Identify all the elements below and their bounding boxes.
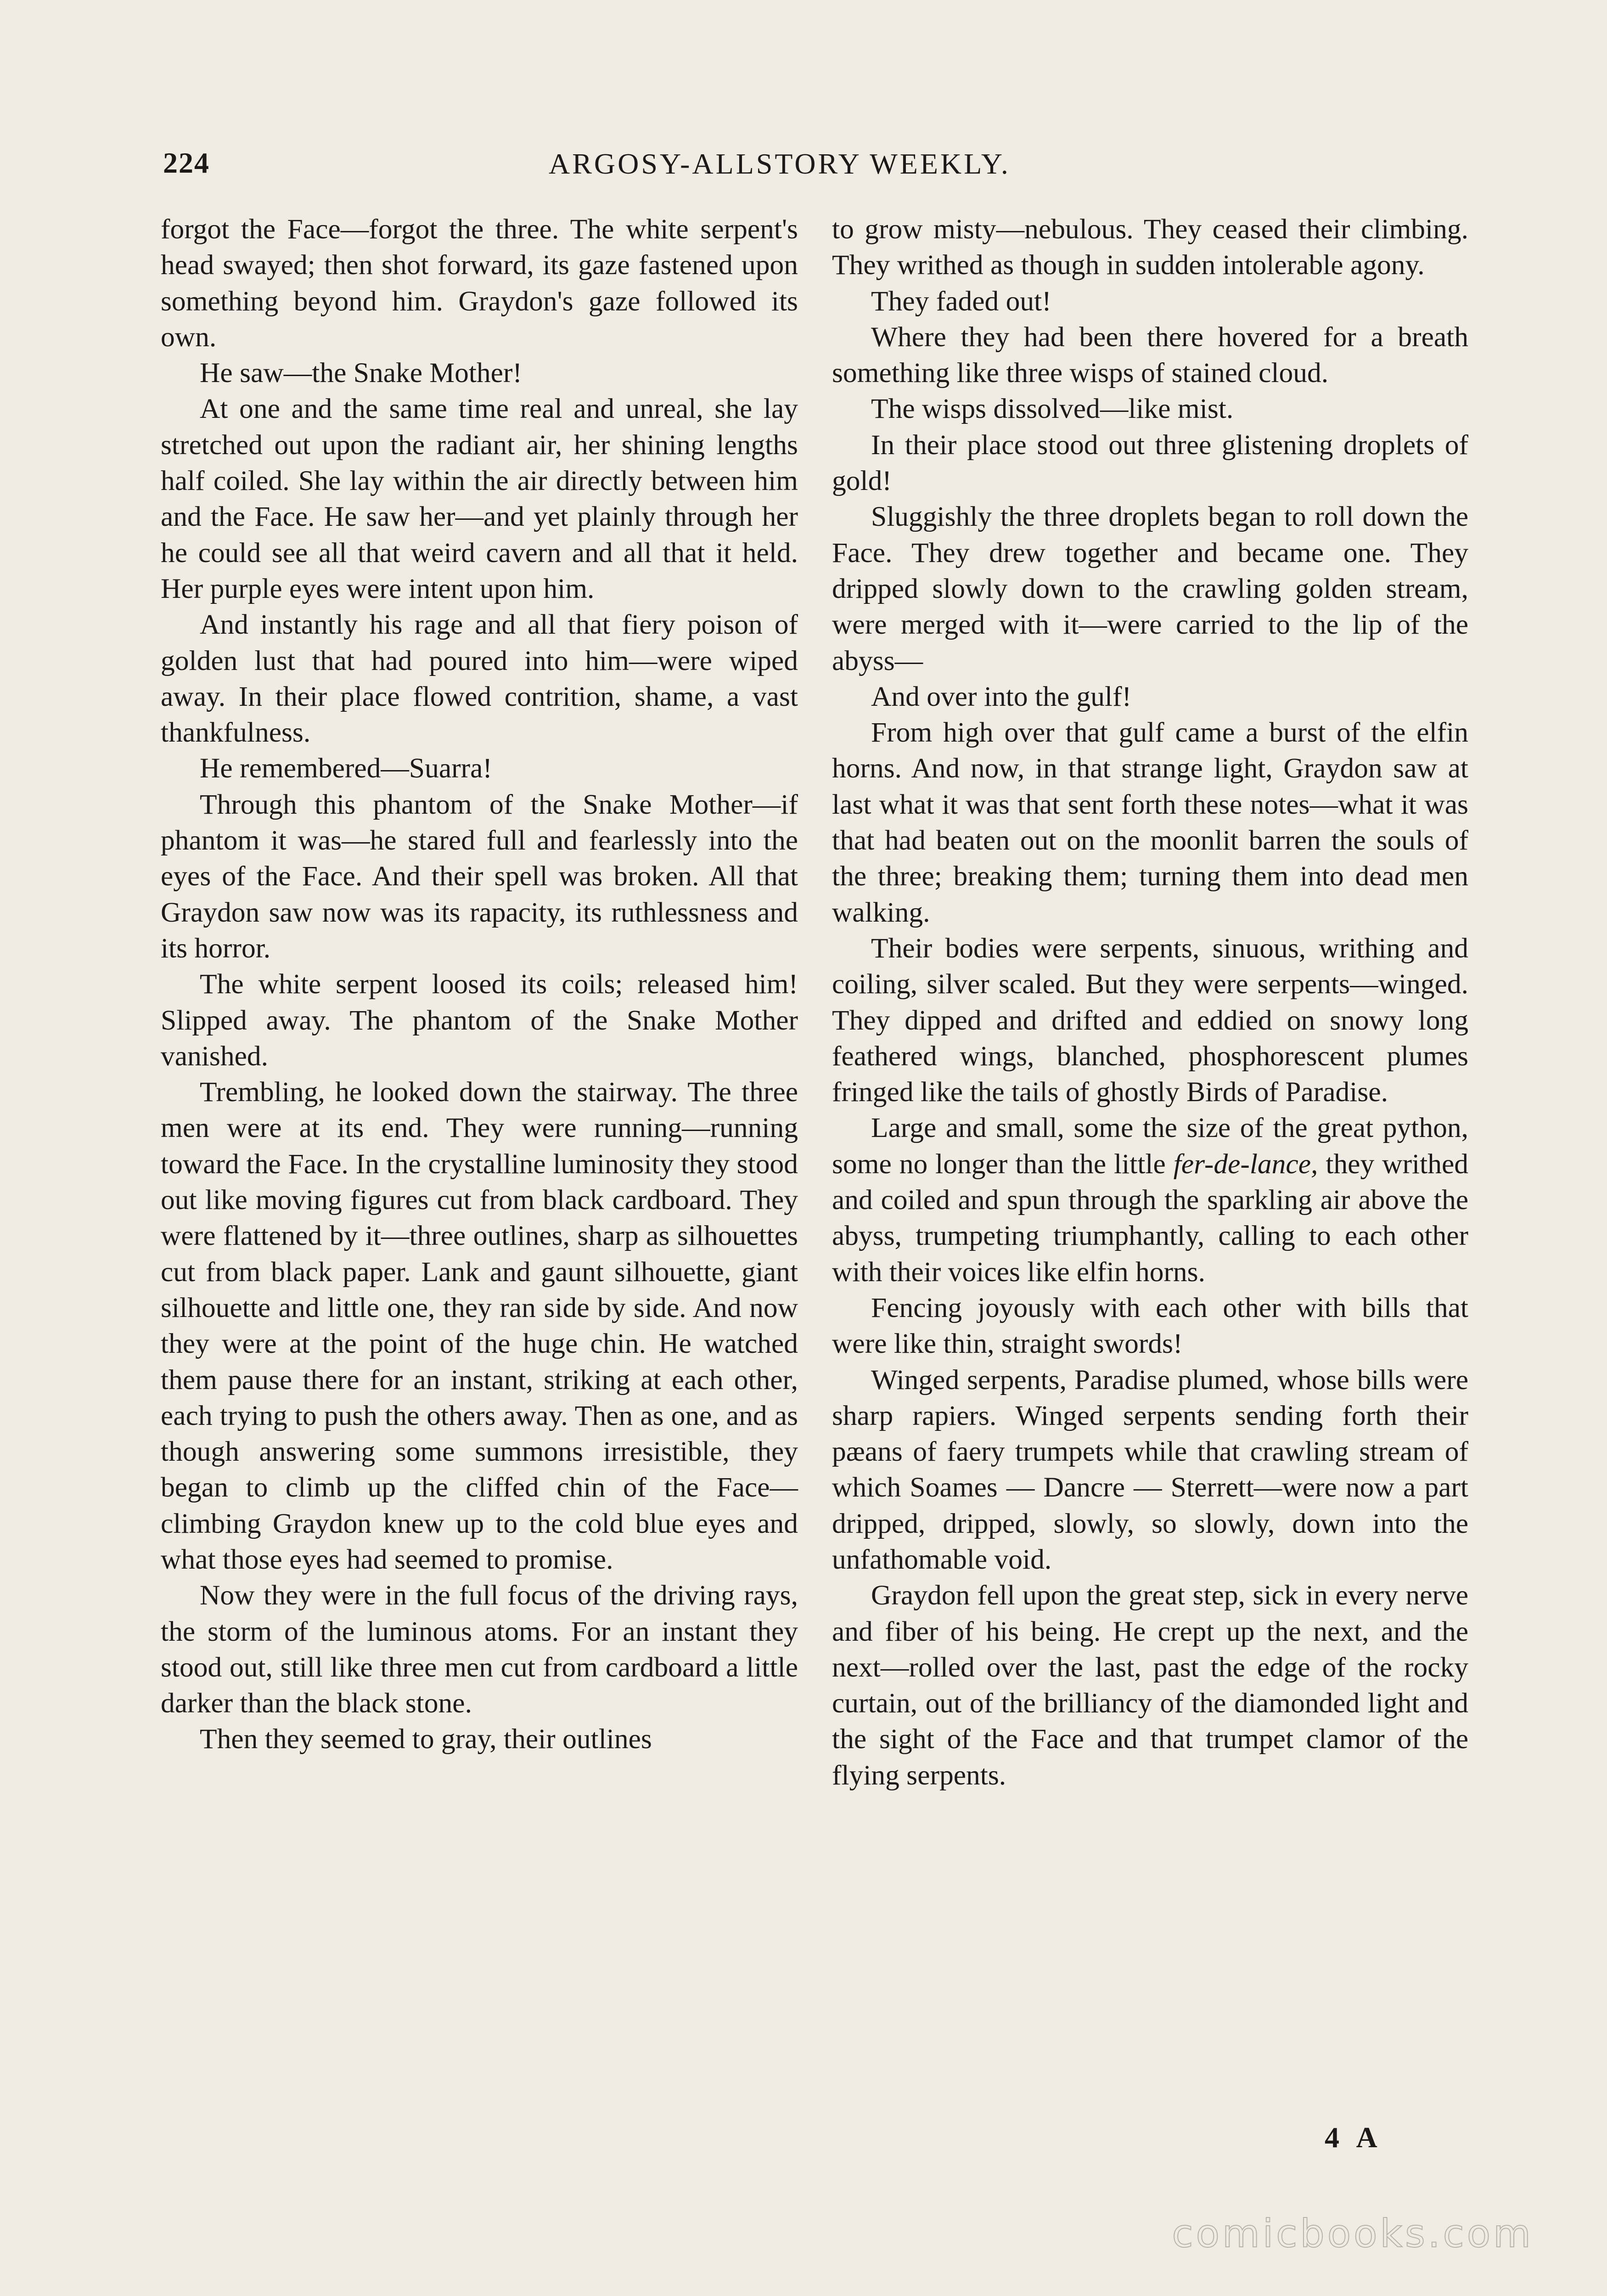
- paragraph: to grow misty—nebulous. They ceased their climbing. They writhed as though in sudden intolerable agony.: [832, 214, 1468, 281]
- sheet-marker: 4 A: [1325, 2121, 1383, 2154]
- paragraph: He remembered—Suarra!: [200, 753, 492, 784]
- italic-term: fer-de-lance,: [1173, 1148, 1318, 1180]
- paragraph: At one and the same time real and unreal, she lay stretched out upon the radiant air, her shining lengths half coiled. She lay within the air directly between him and the Face. He saw her—and yet plainly through her he could see all that weird cavern and all that it held. Her purple eyes were intent upon him.: [161, 393, 798, 604]
- paragraph: The white serpent loosed its coils; released him! Slipped away. The phantom of the Snake Mother vanished.: [161, 968, 798, 1072]
- paragraph: The wisps dissolved—like mist.: [871, 393, 1234, 425]
- running-head: ARGOSY-ALLSTORY WEEKLY.: [549, 147, 1011, 180]
- paragraph: Their bodies were serpents, sinuous, writhing and coiling, silver scaled. But they were serpents—winged. They dipped and drifted and eddied on snowy long feathered wings, blanched, phosphorescent plumes fringed like the tails of ghostly Birds of Paradise.: [832, 932, 1468, 1108]
- paragraph: And instantly his rage and all that fiery poison of golden lust that had poured into him—were wiped away. In their place flowed contrition, shame, a vast thankfulness.: [161, 609, 798, 748]
- paragraph: Graydon fell upon the great step, sick in every nerve and fiber of his being. He crept up the next, and the next—rolled over the last, past the edge of the rocky curtain, out of the brilliancy of the diamonded light and the sight of the Face and that trumpet clamor of the flying serpents.: [832, 1580, 1468, 1791]
- paragraph: [832, 1110, 1468, 1289]
- paragraph: From high over that gulf came a burst of the elfin horns. And now, in that strange light, Graydon saw at last what it was that sent forth these notes—what it was that had beaten out on the moonlit barren the souls of the three; breaking them; turning them into dead men walking.: [832, 717, 1468, 928]
- text-run: they writhed and coiled and spun through the sparkling air above the abyss, trumpeting triumphantly, calling to each other with their voices like elfin horns.: [832, 1148, 1469, 1288]
- paragraph: Sluggishly the three droplets began to roll down the Face. They drew together and became one. They dripped slowly down to the crawling golden stream, were merged with it—were carried to the lip of the abyss—: [832, 501, 1468, 676]
- paragraph: Winged serpents, Paradise plumed, whose bills were sharp rapiers. Winged serpents sending forth their pæans of faery trumpets while that crawling stream of which Soames — Dancre — Sterrett—were now a part dripped, dripped, slowly, so slowly, down into the unfathomable void.: [832, 1364, 1468, 1575]
- paragraph: They faded out!: [871, 285, 1051, 317]
- paragraph: Through this phantom of the Snake Mother—if phantom it was—he stared full and fearlessly into the eyes of the Face. And their spell was broken. All that Graydon saw now was its rapacity, its ruthlessness and its horror.: [161, 788, 798, 964]
- watermark: comicbooks.com: [1172, 2211, 1534, 2256]
- right-column: [832, 211, 1468, 1793]
- paragraph: Where they had been there hovered for a breath something like three wisps of stained cloud.: [832, 321, 1468, 389]
- paragraph: Trembling, he looked down the stairway. The three men were at its end. They were running—running toward the Face. In the crystalline luminosity they stood out like moving figures cut from black cardboard. They were flattened by it—three outlines, sharp as silhouettes cut from black paper. Lank and gaunt silhouette, giant silhouette and little one, they ran side by side. And now they were at the point of the huge chin. He watched them pause there for an instant, striking at each other, each trying to push the others away. Then as one, and as though answering some summons irresistible, they began to climb up the cliffed chin of the Face—climbing Graydon knew up to the cold blue eyes and what those eyes had seemed to promise.: [161, 1076, 798, 1575]
- paragraph: In their place stood out three glistening droplets of gold!: [832, 429, 1468, 497]
- paragraph: Now they were in the full focus of the driving rays, the storm of the luminous atoms. For an instant they stood out, still like three men cut from cardboard a little darker than the black stone.: [161, 1580, 798, 1719]
- paragraph: Fencing joyously with each other with bills that were like thin, straight swords!: [832, 1292, 1468, 1360]
- paragraph: And over into the gulf!: [871, 681, 1132, 712]
- page-number: 224: [163, 146, 210, 179]
- paragraph: He saw—the Snake Mother!: [200, 357, 522, 389]
- paragraph: forgot the Face—forgot the three. The white serpent's head swayed; then shot forward, its gaze fastened upon something beyond him. Graydon's gaze followed its own.: [161, 214, 798, 353]
- text-run: Large and small, some the size of the great python, some no longer than the little: [832, 1112, 1468, 1180]
- left-column: [161, 211, 798, 1757]
- paragraph: Then they seemed to gray, their outlines: [200, 1723, 652, 1755]
